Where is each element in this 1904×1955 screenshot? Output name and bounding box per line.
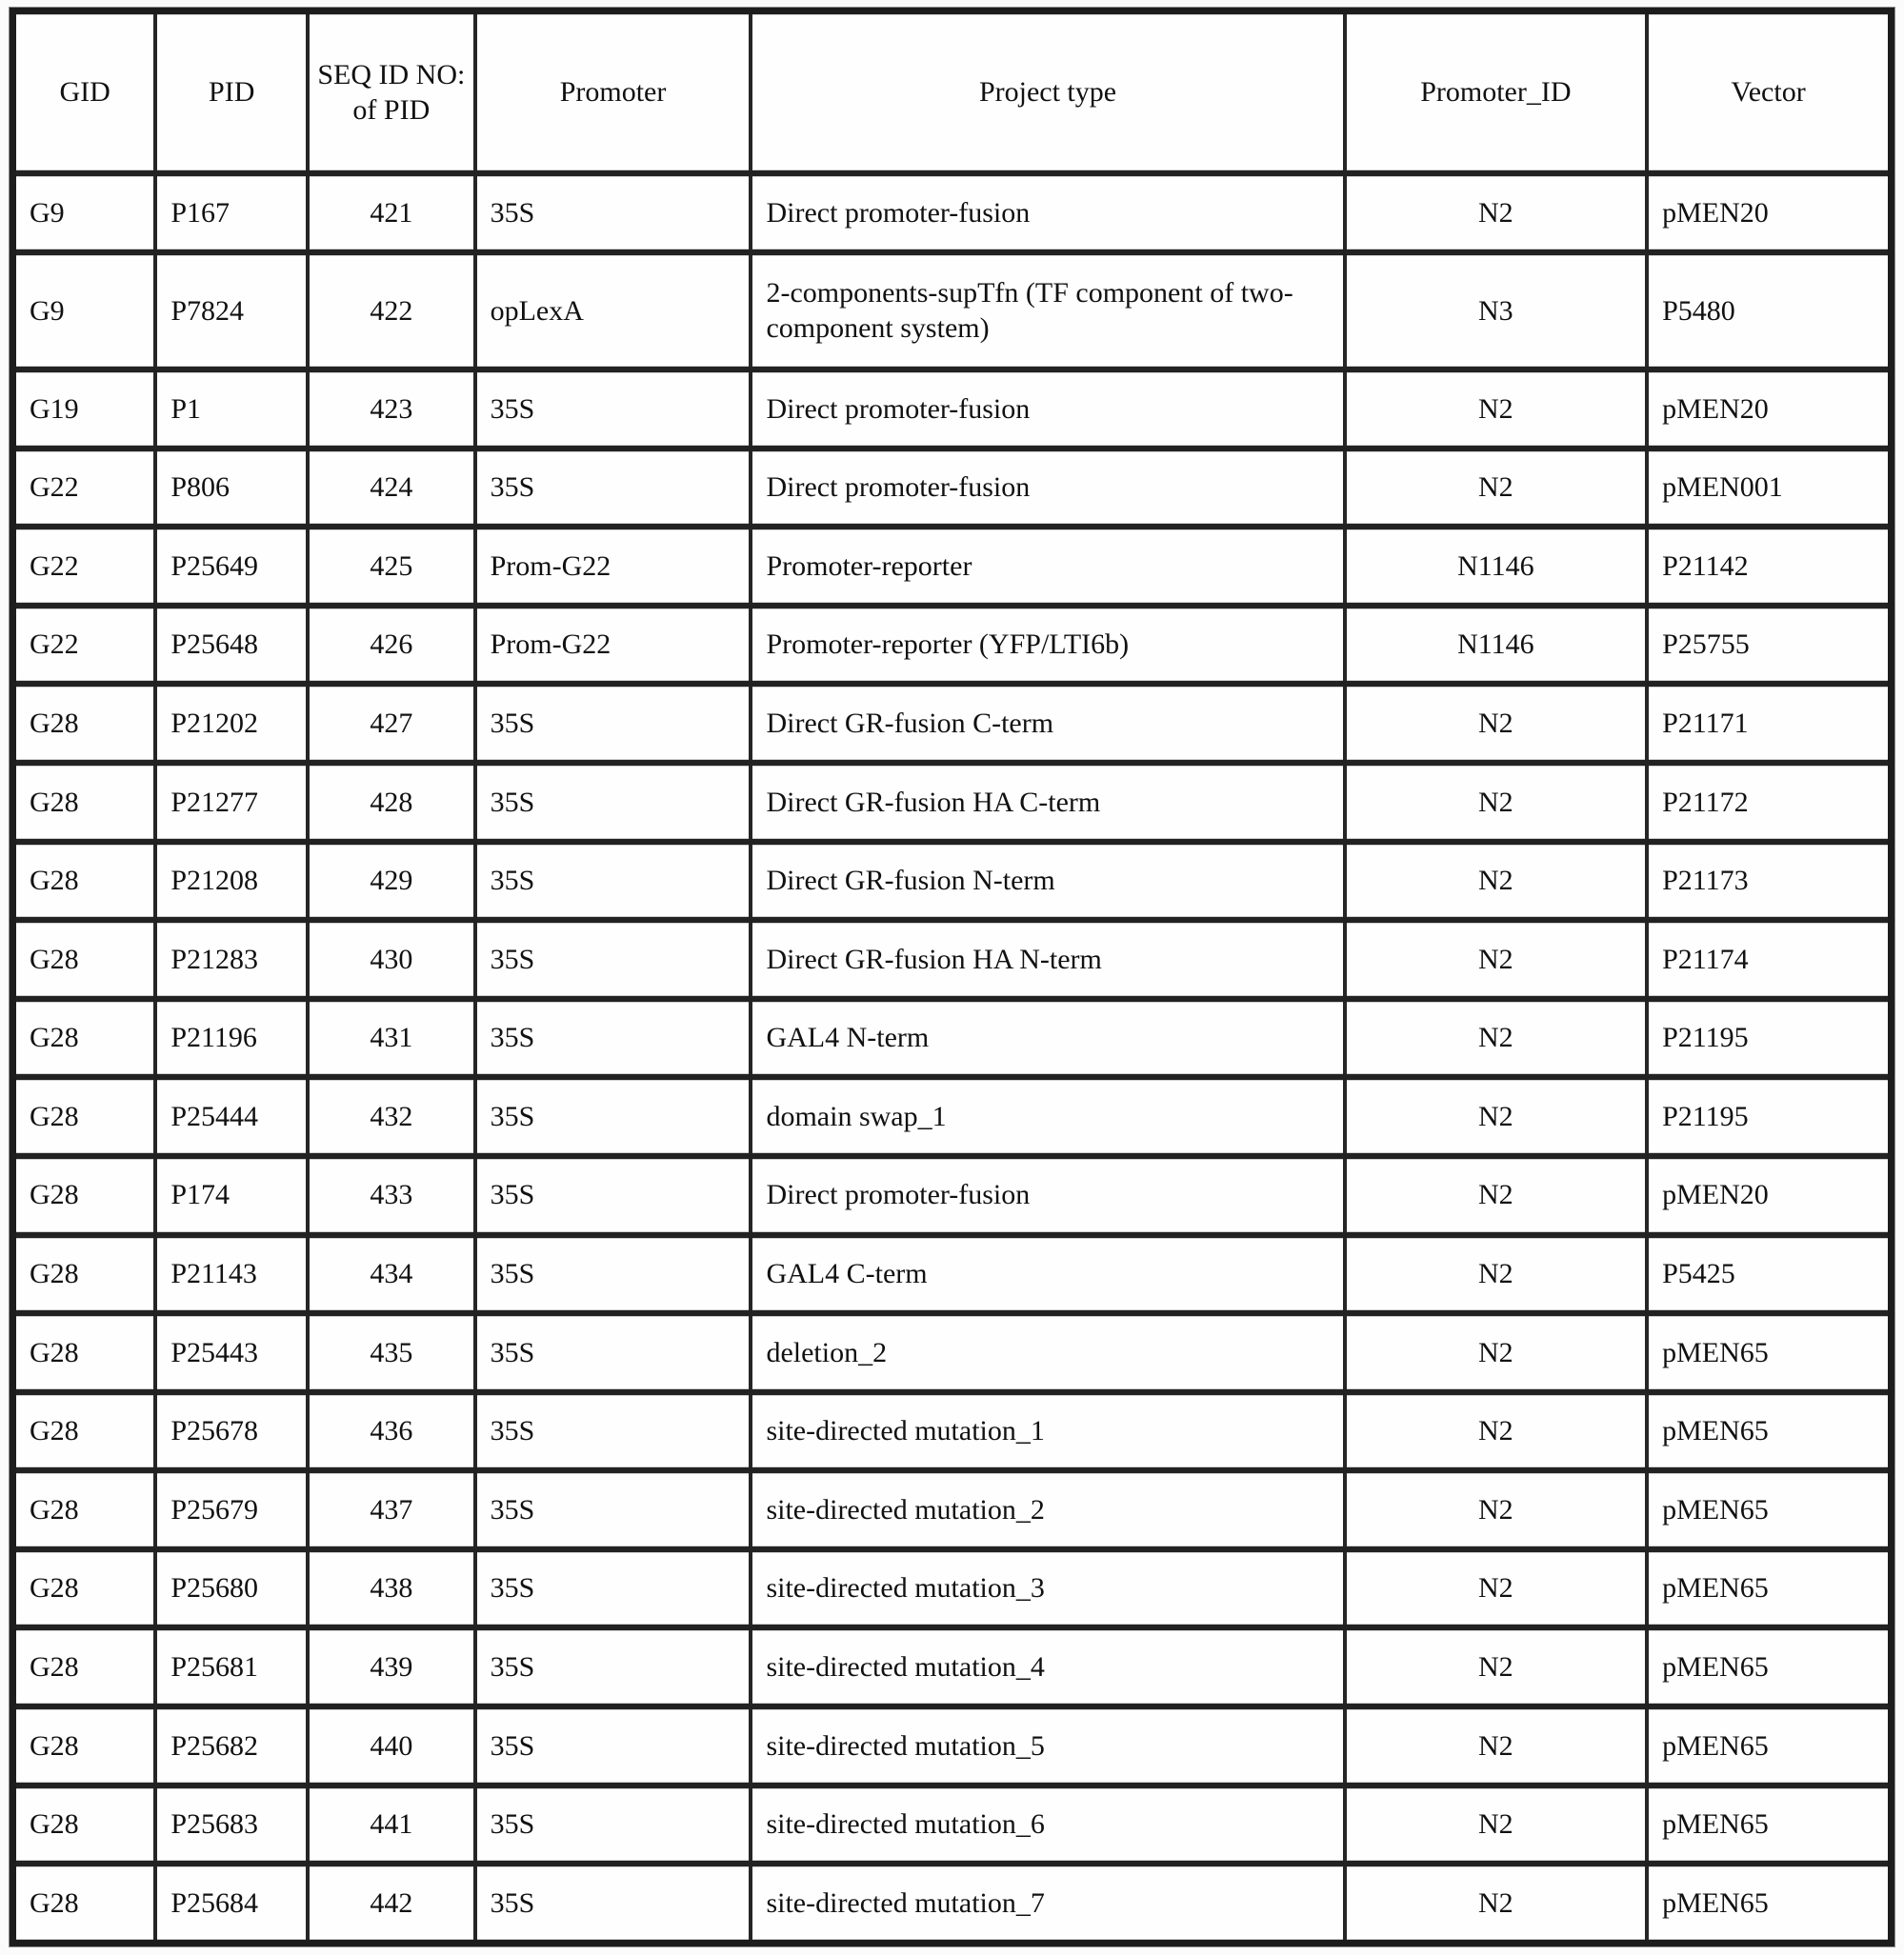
patent-table: [10, 8, 1894, 1946]
table-cell: G28: [13, 1077, 156, 1156]
table-row: [13, 684, 1892, 763]
table-cell: P21277: [155, 763, 308, 842]
table-cell: G28: [13, 920, 156, 999]
table-cell: N2: [1345, 684, 1647, 763]
table-cell: Direct promoter-fusion: [751, 449, 1344, 528]
table-row: [13, 920, 1892, 999]
table-cell: 35S: [475, 1235, 752, 1314]
table-cell: 35S: [475, 1077, 752, 1156]
table-cell: G28: [13, 763, 156, 842]
table-cell: 421: [308, 173, 475, 252]
table-cell: 35S: [475, 369, 752, 449]
table-cell: G28: [13, 999, 156, 1078]
table-cell: N2: [1345, 1627, 1647, 1706]
table-cell: 431: [308, 999, 475, 1078]
table-row: [13, 1156, 1892, 1235]
table-cell: G28: [13, 1392, 156, 1471]
column-header-promoter-id: Promoter_ID: [1345, 11, 1647, 174]
table-cell: N2: [1345, 1077, 1647, 1156]
table-cell: N2: [1345, 1235, 1647, 1314]
table-cell: 426: [308, 606, 475, 685]
table-cell: Direct GR-fusion C-term: [751, 684, 1344, 763]
table-cell: P25683: [155, 1785, 308, 1865]
table-cell: P5480: [1647, 252, 1891, 370]
table-cell: P25678: [155, 1392, 308, 1471]
table-cell: G28: [13, 1470, 156, 1549]
table-cell: P174: [155, 1156, 308, 1235]
table-row: [13, 1627, 1892, 1706]
table-cell: N2: [1345, 369, 1647, 449]
table-row: [13, 999, 1892, 1078]
table-cell: 433: [308, 1156, 475, 1235]
table-cell: P1: [155, 369, 308, 449]
table-cell: 427: [308, 684, 475, 763]
table-row: [13, 842, 1892, 921]
table-cell: G28: [13, 684, 156, 763]
table-cell: P25755: [1647, 606, 1891, 685]
table-cell: N2: [1345, 1549, 1647, 1628]
table-cell: 436: [308, 1392, 475, 1471]
table-cell: 438: [308, 1549, 475, 1628]
table-cell: pMEN65: [1647, 1392, 1891, 1471]
table-row: [13, 1549, 1892, 1628]
table-cell: site-directed mutation_5: [751, 1706, 1344, 1785]
table-cell: P21196: [155, 999, 308, 1078]
table-cell: 430: [308, 920, 475, 999]
table-cell: G28: [13, 1706, 156, 1785]
table-cell: N2: [1345, 173, 1647, 252]
table-cell: 35S: [475, 684, 752, 763]
table-cell: G22: [13, 449, 156, 528]
table-header: [13, 11, 1892, 174]
table-cell: site-directed mutation_2: [751, 1470, 1344, 1549]
table-cell: G9: [13, 252, 156, 370]
table-cell: Prom-G22: [475, 527, 752, 606]
table-cell: 35S: [475, 449, 752, 528]
table-cell: pMEN001: [1647, 449, 1891, 528]
table-cell: Direct GR-fusion HA N-term: [751, 920, 1344, 999]
table-cell: P21195: [1647, 1077, 1891, 1156]
table-cell: 441: [308, 1785, 475, 1865]
table-cell: 439: [308, 1627, 475, 1706]
table-cell: P25682: [155, 1706, 308, 1785]
table-cell: G28: [13, 1864, 156, 1943]
table-cell: 422: [308, 252, 475, 370]
table-cell: 35S: [475, 842, 752, 921]
table-cell: Promoter-reporter: [751, 527, 1344, 606]
table-row: [13, 369, 1892, 449]
table-cell: 35S: [475, 1785, 752, 1865]
table-row: [13, 1392, 1892, 1471]
table-cell: 435: [308, 1313, 475, 1392]
table-cell: 429: [308, 842, 475, 921]
table-cell: GAL4 N-term: [751, 999, 1344, 1078]
table-cell: 442: [308, 1864, 475, 1943]
table-cell: Prom-G22: [475, 606, 752, 685]
table-cell: G22: [13, 527, 156, 606]
table-row: [13, 1235, 1892, 1314]
table-cell: pMEN65: [1647, 1864, 1891, 1943]
table-row: [13, 1313, 1892, 1392]
table-cell: G19: [13, 369, 156, 449]
table-cell: P21172: [1647, 763, 1891, 842]
table-cell: N2: [1345, 842, 1647, 921]
table-cell: pMEN65: [1647, 1470, 1891, 1549]
table-cell: Direct GR-fusion HA C-term: [751, 763, 1344, 842]
table-cell: 35S: [475, 173, 752, 252]
column-header-vector: Vector: [1647, 11, 1891, 174]
table-cell: P25684: [155, 1864, 308, 1943]
table-cell: N1146: [1345, 606, 1647, 685]
column-header-gid: GID: [13, 11, 156, 174]
table-cell: 35S: [475, 1156, 752, 1235]
table-cell: N2: [1345, 920, 1647, 999]
table-cell: 35S: [475, 1549, 752, 1628]
table-cell: P25681: [155, 1627, 308, 1706]
table-cell: P7824: [155, 252, 308, 370]
table-cell: 2-components-supTfn (TF component of two-component system): [751, 252, 1344, 370]
table-cell: Direct promoter-fusion: [751, 369, 1344, 449]
table-cell: pMEN20: [1647, 173, 1891, 252]
table-cell: P25679: [155, 1470, 308, 1549]
table-cell: 428: [308, 763, 475, 842]
column-header-project-type: Project type: [751, 11, 1344, 174]
table-cell: Direct promoter-fusion: [751, 173, 1344, 252]
table-cell: deletion_2: [751, 1313, 1344, 1392]
table-cell: P21283: [155, 920, 308, 999]
table-cell: P21202: [155, 684, 308, 763]
table-cell: 35S: [475, 1864, 752, 1943]
table-cell: N2: [1345, 1706, 1647, 1785]
table-cell: G28: [13, 1235, 156, 1314]
table-cell: pMEN65: [1647, 1627, 1891, 1706]
table-row: [13, 173, 1892, 252]
table-cell: pMEN65: [1647, 1549, 1891, 1628]
table-cell: P21142: [1647, 527, 1891, 606]
table-cell: 434: [308, 1235, 475, 1314]
table-cell: P21173: [1647, 842, 1891, 921]
table-cell: N2: [1345, 1392, 1647, 1471]
table-cell: G28: [13, 1549, 156, 1628]
table-cell: N2: [1345, 763, 1647, 842]
table-cell: site-directed mutation_1: [751, 1392, 1344, 1471]
table-cell: N2: [1345, 449, 1647, 528]
column-header-promoter: Promoter: [475, 11, 752, 174]
table-cell: G28: [13, 842, 156, 921]
table-body: [13, 173, 1892, 1944]
table-cell: P21174: [1647, 920, 1891, 999]
table-row: [13, 606, 1892, 685]
table-cell: G9: [13, 173, 156, 252]
table-row: [13, 1706, 1892, 1785]
table-cell: site-directed mutation_4: [751, 1627, 1344, 1706]
table-cell: P25680: [155, 1549, 308, 1628]
table-cell: G28: [13, 1313, 156, 1392]
table-cell: 35S: [475, 1706, 752, 1785]
table-row: [13, 1785, 1892, 1865]
table-cell: P21208: [155, 842, 308, 921]
table-cell: pMEN20: [1647, 1156, 1891, 1235]
table-cell: 432: [308, 1077, 475, 1156]
table-row: [13, 527, 1892, 606]
column-header-seq-id: SEQ ID NO: of PID: [308, 11, 475, 174]
table-header-row: [13, 11, 1892, 174]
table-row: [13, 763, 1892, 842]
table-cell: pMEN65: [1647, 1785, 1891, 1865]
table-cell: N2: [1345, 1785, 1647, 1865]
table-cell: P21143: [155, 1235, 308, 1314]
table-row: [13, 252, 1892, 370]
table-cell: N2: [1345, 1313, 1647, 1392]
table-cell: P25443: [155, 1313, 308, 1392]
table-row: [13, 1470, 1892, 1549]
table-cell: G28: [13, 1156, 156, 1235]
table-cell: site-directed mutation_7: [751, 1864, 1344, 1943]
table-cell: N2: [1345, 1156, 1647, 1235]
table-cell: opLexA: [475, 252, 752, 370]
table-cell: G22: [13, 606, 156, 685]
table-cell: 423: [308, 369, 475, 449]
table-cell: site-directed mutation_3: [751, 1549, 1344, 1628]
table-row: [13, 1864, 1892, 1943]
table-cell: P167: [155, 173, 308, 252]
table-cell: 35S: [475, 1392, 752, 1471]
table-cell: 35S: [475, 920, 752, 999]
table-cell: Direct promoter-fusion: [751, 1156, 1344, 1235]
table-row: [13, 449, 1892, 528]
table-cell: N2: [1345, 1470, 1647, 1549]
table-cell: 35S: [475, 1470, 752, 1549]
table-cell: domain swap_1: [751, 1077, 1344, 1156]
table-cell: GAL4 C-term: [751, 1235, 1344, 1314]
table-cell: pMEN65: [1647, 1706, 1891, 1785]
table-cell: P21195: [1647, 999, 1891, 1078]
table-cell: 440: [308, 1706, 475, 1785]
table-cell: P806: [155, 449, 308, 528]
table-cell: N1146: [1345, 527, 1647, 606]
table-cell: N3: [1345, 252, 1647, 370]
table-cell: 35S: [475, 1627, 752, 1706]
table-cell: 425: [308, 527, 475, 606]
table-cell: P5425: [1647, 1235, 1891, 1314]
column-header-pid: PID: [155, 11, 308, 174]
table-cell: G28: [13, 1785, 156, 1865]
table-cell: P25648: [155, 606, 308, 685]
table-cell: 35S: [475, 1313, 752, 1392]
table-cell: 35S: [475, 763, 752, 842]
table-cell: 437: [308, 1470, 475, 1549]
table-row: [13, 1077, 1892, 1156]
table-cell: G28: [13, 1627, 156, 1706]
table-cell: P25444: [155, 1077, 308, 1156]
table-cell: Direct GR-fusion N-term: [751, 842, 1344, 921]
table-cell: pMEN65: [1647, 1313, 1891, 1392]
table-cell: 424: [308, 449, 475, 528]
table-cell: 35S: [475, 999, 752, 1078]
table-cell: N2: [1345, 1864, 1647, 1943]
table-cell: P25649: [155, 527, 308, 606]
table-cell: Promoter-reporter (YFP/LTI6b): [751, 606, 1344, 685]
table-cell: N2: [1345, 999, 1647, 1078]
table-cell: P21171: [1647, 684, 1891, 763]
table-cell: pMEN20: [1647, 369, 1891, 449]
table-cell: site-directed mutation_6: [751, 1785, 1344, 1865]
